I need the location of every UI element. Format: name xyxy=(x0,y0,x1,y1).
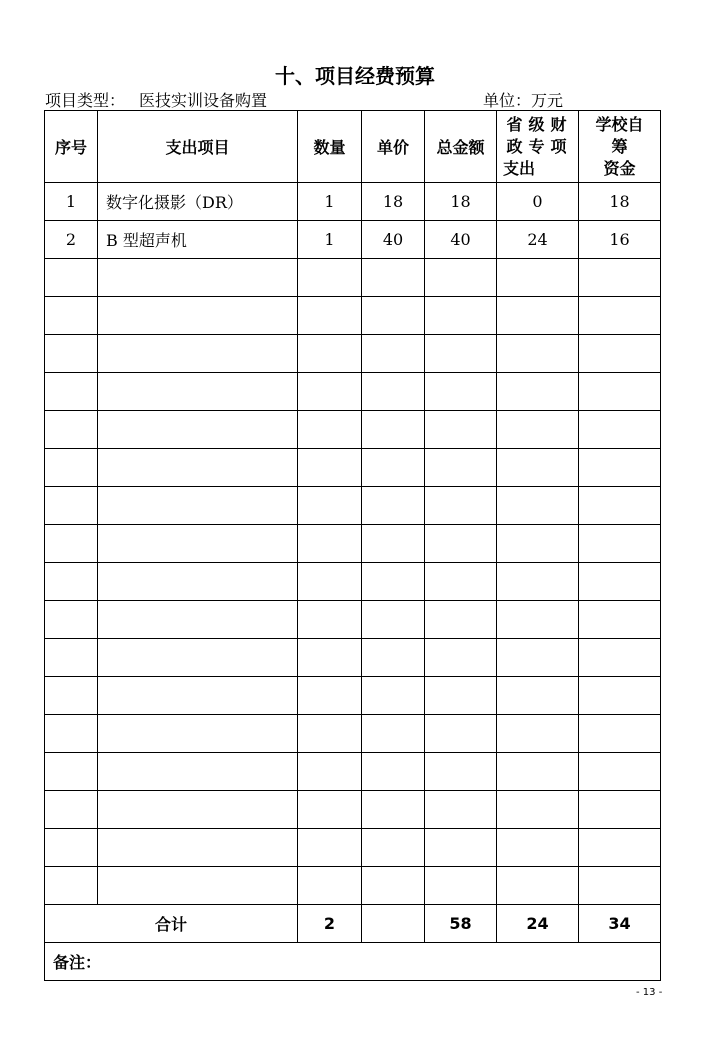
cell-qty: 1 xyxy=(298,221,362,259)
header-school-line1: 学校自 xyxy=(595,114,644,134)
cell-total: 40 xyxy=(425,221,497,259)
header-school-line2: 筹 xyxy=(611,136,628,156)
budget-table xyxy=(44,110,661,981)
cell-seq: 2 xyxy=(45,221,98,259)
header-provincial-line1: 省级财 xyxy=(506,114,573,134)
cell-school: 18 xyxy=(579,183,661,221)
summary-provincial: 24 xyxy=(497,905,579,943)
note-label: 备注： xyxy=(45,943,661,981)
summary-school: 34 xyxy=(579,905,661,943)
document-title: 十、项目经费预算 xyxy=(275,64,435,88)
table-row xyxy=(45,183,661,221)
project-type-label: 项目类型： xyxy=(45,91,126,110)
header-item: 支出项目 xyxy=(98,111,298,183)
table-row-empty xyxy=(45,259,661,297)
table-row-empty xyxy=(45,829,661,867)
cell-item: 数字化摄影（DR） xyxy=(98,183,298,221)
cell-provincial: 0 xyxy=(497,183,579,221)
cell-provincial: 24 xyxy=(497,221,579,259)
table-row-empty xyxy=(45,791,661,829)
summary-price xyxy=(362,905,425,943)
table-row-empty xyxy=(45,335,661,373)
unit-label: 单位：万元 xyxy=(483,91,564,110)
header-provincial-fund xyxy=(497,111,579,183)
header-school-line3: 资金 xyxy=(603,158,636,178)
table-row-empty xyxy=(45,867,661,905)
table-row-empty xyxy=(45,487,661,525)
header-price: 单价 xyxy=(362,111,425,183)
table-row-empty xyxy=(45,373,661,411)
summary-row xyxy=(45,905,661,943)
page-number: - 13 - xyxy=(636,987,663,998)
header-qty: 数量 xyxy=(298,111,362,183)
cell-school: 16 xyxy=(579,221,661,259)
header-school-fund xyxy=(579,111,661,183)
table-row-empty xyxy=(45,525,661,563)
table-row-empty xyxy=(45,563,661,601)
project-type xyxy=(45,88,267,111)
table-row-empty xyxy=(45,601,661,639)
cell-price: 18 xyxy=(362,183,425,221)
table-row-empty xyxy=(45,411,661,449)
summary-total: 58 xyxy=(425,905,497,943)
header-provincial-line2: 政专项 xyxy=(506,136,573,156)
table-header-row xyxy=(45,111,661,183)
table-row-empty xyxy=(45,449,661,487)
table-row-empty xyxy=(45,677,661,715)
table-row-empty xyxy=(45,753,661,791)
table-row-empty xyxy=(45,297,661,335)
cell-total: 18 xyxy=(425,183,497,221)
table-row xyxy=(45,221,661,259)
cell-item: B 型超声机 xyxy=(98,221,298,259)
summary-label: 合计 xyxy=(45,905,298,943)
cell-seq: 1 xyxy=(45,183,98,221)
project-type-value: 医技实训设备购置 xyxy=(139,91,268,110)
cell-qty: 1 xyxy=(298,183,362,221)
summary-qty: 2 xyxy=(298,905,362,943)
cell-price: 40 xyxy=(362,221,425,259)
header-seq: 序号 xyxy=(45,111,98,183)
header-total: 总金额 xyxy=(425,111,497,183)
table-row-empty xyxy=(45,639,661,677)
header-provincial-line3: 支出 xyxy=(503,158,536,178)
note-row xyxy=(45,943,661,981)
table-row-empty xyxy=(45,715,661,753)
